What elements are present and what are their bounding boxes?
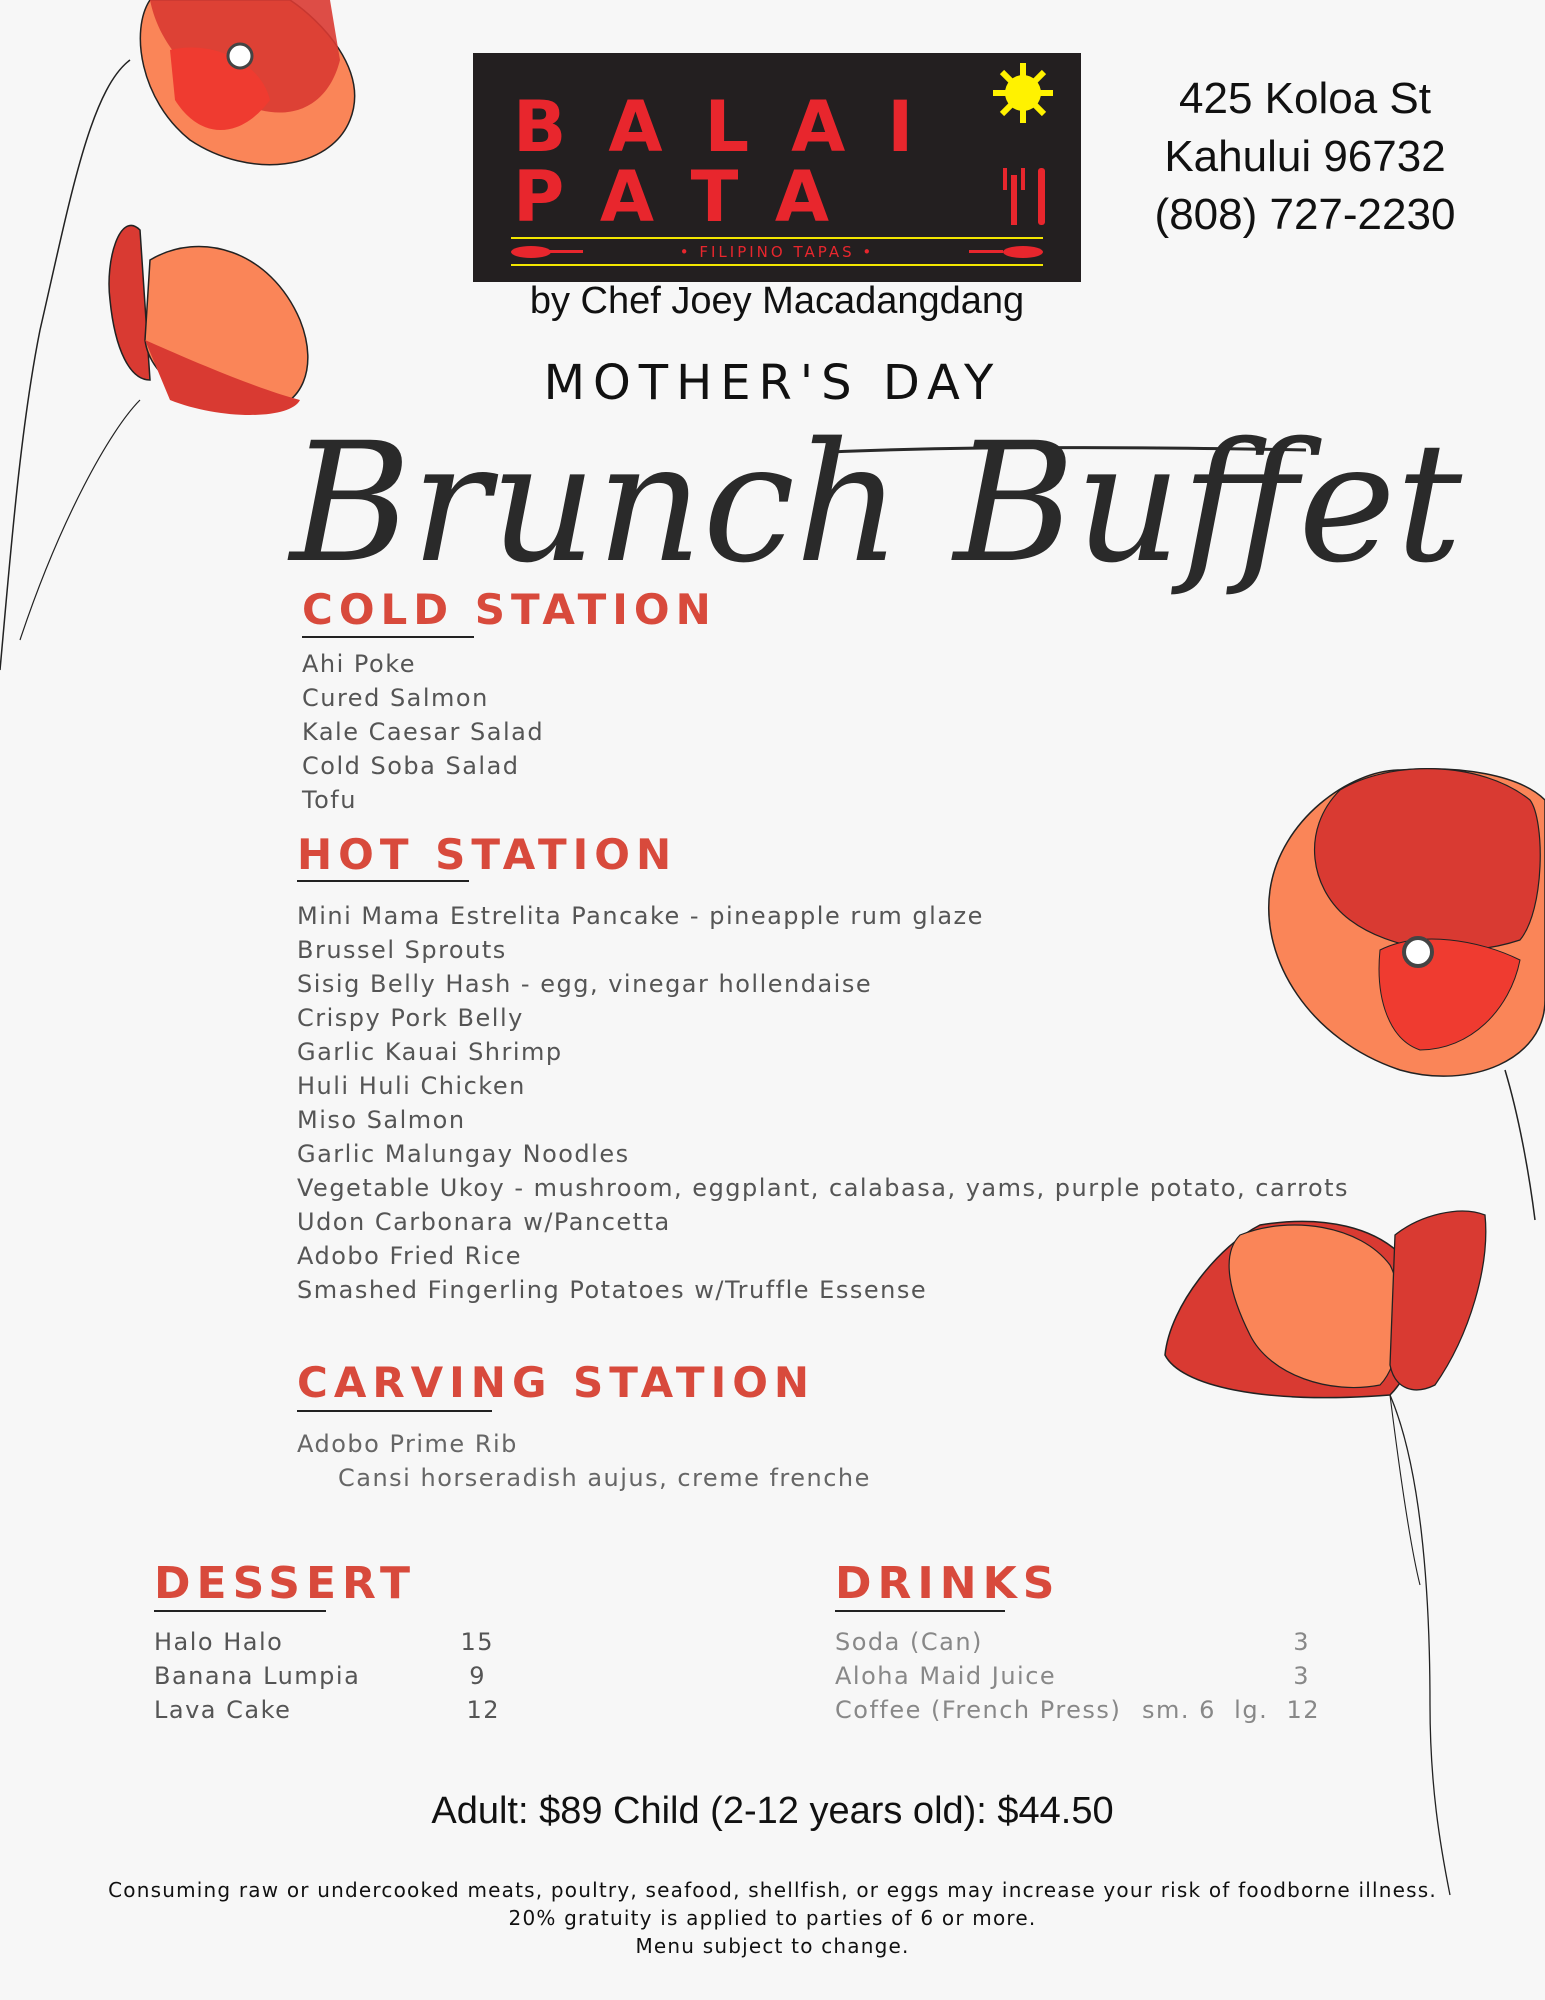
cold-station-title: COLD STATION bbox=[302, 585, 717, 634]
list-item: Garlic Malungay Noodles bbox=[297, 1140, 630, 1168]
dessert-name: Banana Lumpia bbox=[154, 1662, 361, 1690]
carving-station-title: CARVING STATION bbox=[297, 1358, 816, 1407]
drink-row bbox=[835, 1662, 1310, 1690]
logo-line2: PATA bbox=[513, 156, 872, 238]
cold-station-underline bbox=[302, 636, 474, 638]
list-item: Smashed Fingerling Potatoes w/Truffle Essense bbox=[297, 1276, 928, 1304]
restaurant-address bbox=[1130, 70, 1480, 244]
balai-pata-logo bbox=[473, 53, 1081, 282]
list-item: Vegetable Ukoy - mushroom, eggplant, calabasa, yams, purple potato, carrots bbox=[297, 1174, 1350, 1202]
dessert-underline bbox=[154, 1610, 326, 1612]
headline-script bbox=[290, 400, 1463, 600]
cold-station-list bbox=[302, 647, 544, 817]
dessert-row bbox=[154, 1696, 500, 1724]
drink-row bbox=[835, 1628, 1310, 1656]
dessert-name: Lava Cake bbox=[154, 1696, 292, 1724]
list-item: Sisig Belly Hash - egg, vinegar hollendaise bbox=[297, 970, 873, 998]
drink-name: Soda (Can) bbox=[835, 1628, 983, 1656]
carving-item: Adobo Prime Rib bbox=[297, 1430, 518, 1458]
list-item: Kale Caesar Salad bbox=[302, 718, 545, 746]
gratuity-notice: 20% gratuity is applied to parties of 6 or more. bbox=[508, 1906, 1037, 1930]
dessert-row bbox=[154, 1662, 494, 1690]
city: Kahului 96732 bbox=[1164, 132, 1446, 181]
disclaimer bbox=[0, 1876, 1545, 1960]
list-item: Miso Salmon bbox=[297, 1106, 466, 1134]
list-item: Huli Huli Chicken bbox=[297, 1072, 526, 1100]
hot-station-list bbox=[297, 899, 1349, 1307]
menu-change-notice: Menu subject to change. bbox=[635, 1934, 910, 1958]
headline-text: Brunch Buffet bbox=[290, 407, 1463, 599]
list-item: Mini Mama Estrelita Pancake - pineapple rum glaze bbox=[297, 902, 984, 930]
list-item: Cold Soba Salad bbox=[302, 752, 520, 780]
hot-station-underline bbox=[297, 880, 469, 882]
drinks-underline bbox=[835, 1610, 1005, 1612]
drink-name: Coffee (French Press) bbox=[835, 1696, 1122, 1724]
list-item: Garlic Kauai Shrimp bbox=[297, 1038, 563, 1066]
dessert-title: DESSERT bbox=[154, 1558, 416, 1609]
list-item: Adobo Fried Rice bbox=[297, 1242, 522, 1270]
dessert-price: 9 bbox=[469, 1662, 486, 1690]
list-item: Udon Carbonara w/Pancetta bbox=[297, 1208, 671, 1236]
carving-station-underline bbox=[297, 1410, 492, 1412]
sun-icon bbox=[993, 63, 1053, 123]
dessert-price: 15 bbox=[460, 1628, 494, 1656]
logo-tagline: • FILIPINO TAPAS • bbox=[679, 243, 875, 261]
buffet-pricing: Adult: $89 Child (2-12 years old): $44.50 bbox=[431, 1790, 1114, 1832]
drink-row bbox=[835, 1696, 1320, 1724]
dessert-row bbox=[154, 1628, 494, 1656]
street: 425 Koloa St bbox=[1179, 74, 1431, 123]
carving-item-detail: Cansi horseradish aujus, creme frenche bbox=[338, 1464, 871, 1492]
list-item: Brussel Sprouts bbox=[297, 936, 507, 964]
list-item: Ahi Poke bbox=[302, 650, 417, 678]
phone: (808) 727-2230 bbox=[1154, 190, 1456, 239]
occasion-heading: MOTHER'S DAY bbox=[543, 355, 1002, 411]
dessert-price: 12 bbox=[466, 1696, 500, 1724]
hot-station-title: HOT STATION bbox=[297, 830, 678, 879]
list-item: Crispy Pork Belly bbox=[297, 1004, 524, 1032]
drink-price: sm. 6 lg. 12 bbox=[1142, 1696, 1320, 1724]
dessert-name: Halo Halo bbox=[154, 1628, 284, 1656]
chef-credit: by Chef Joey Macadangdang bbox=[529, 280, 1025, 322]
food-safety-notice: Consuming raw or undercooked meats, poultry, seafood, shellfish, or eggs may increase your risk of foodborne illness. bbox=[108, 1878, 1437, 1902]
logo-line1: BALAI bbox=[513, 86, 956, 168]
drink-price: 3 bbox=[1293, 1628, 1310, 1656]
list-item: Tofu bbox=[302, 786, 357, 814]
drink-price: 3 bbox=[1293, 1662, 1310, 1690]
list-item: Cured Salmon bbox=[302, 684, 489, 712]
drink-name: Aloha Maid Juice bbox=[835, 1662, 1057, 1690]
drinks-title: DRINKS bbox=[835, 1558, 1061, 1609]
